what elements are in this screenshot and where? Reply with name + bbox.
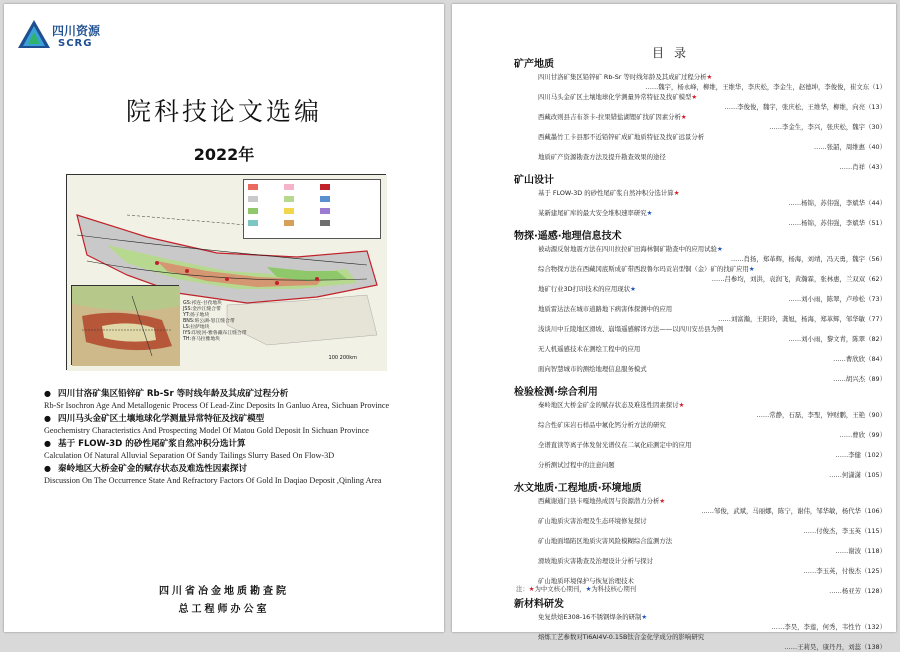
- toc-section-heading: 新材料研发: [514, 599, 564, 610]
- cover-page: [4, 4, 444, 632]
- toc-entry-title: [538, 208, 886, 218]
- inset-legend-item: BNS:班公湖-怒江缝合带: [183, 319, 235, 324]
- toc-section-heading: 检验检测·综合利用: [514, 387, 598, 398]
- toc-entry-title-text: 地矿行业3D打印技术的应用现状: [538, 285, 631, 293]
- toc-footnote: 注：★为中文核心期刊，★为科技核心期刊: [516, 585, 637, 593]
- toc-entry-title-text: 西藏墨竹工卡县那不近铅锌矿成矿地质特征及找矿远景分析: [538, 133, 705, 141]
- toc-entry-title: [538, 400, 886, 410]
- toc-entry[interactable]: [538, 364, 886, 384]
- toc-entry-title-text: 西藏谢通门县卡嘎地热成因与资源潜力分析: [538, 497, 660, 505]
- toc-entry-authors: ……曹欣欣（84）: [833, 355, 886, 363]
- toc-entry-title: [538, 284, 886, 294]
- toc-entry[interactable]: [538, 612, 886, 632]
- toc-entry-authors: ……胡兴杰（89）: [833, 375, 886, 383]
- blue-star-icon: ★: [630, 285, 636, 293]
- toc-entry-authors: ……李金生，李兴，张庆松，魏宇（30）: [769, 123, 886, 131]
- toc-entry[interactable]: [538, 400, 886, 420]
- toc-section-heading: 矿产地质: [514, 59, 554, 70]
- toc-entry-title-text: 矿山地质环境保护与恢复治理技术: [538, 577, 634, 585]
- toc-entry-authors: ……李健（102）: [835, 451, 886, 459]
- toc-entry[interactable]: [538, 536, 886, 556]
- article-title-en: Rb-Sr Isochron Age And Metallogenic Process Of Lead-Zinc Deposits In Ganluo Area, Sichuan Province: [44, 401, 390, 410]
- toc-entry-title-text: 地质矿产资源勘查方法及提升勘查效果的途径: [538, 153, 666, 161]
- toc-list: [514, 56, 886, 652]
- toc-entry-authors: ……杨亚芳（128）: [829, 587, 886, 595]
- toc-entry-title: [538, 460, 886, 470]
- toc-entry-title: [538, 264, 886, 274]
- toc-entry-title: [538, 72, 886, 82]
- toc-entry-authors: ……杨锦，苏伟强，李斌华（51）: [788, 219, 886, 227]
- toc-entry-title: [538, 188, 886, 198]
- toc-entry-authors: ……刘小雨，黎文青，陈翠（82）: [788, 335, 886, 343]
- toc-entry[interactable]: [538, 132, 886, 152]
- map-legend: [243, 179, 381, 239]
- toc-section-heading: 物探·遥感·地理信息技术: [514, 231, 622, 242]
- toc-entry-title-text: 被动源反射地震方法在四川拉拉矿田海林铜矿勘查中的应用试验: [538, 245, 717, 253]
- toc-entry[interactable]: [538, 284, 886, 304]
- toc-entry[interactable]: [538, 208, 886, 228]
- toc-entry-title: [538, 516, 886, 526]
- article-title-en: Calculation Of Natural Alluvial Separation Of Sandy Tailings Slurry Based On Flow-3D: [44, 451, 335, 460]
- toc-entry-title-text: 基于 FLOW-3D 的砂性尾矿浆自然冲积分选计算: [538, 189, 674, 197]
- toc-entry-authors: ……肖扬，郑革辉，杨海，刘靖，冯天勇，魏宇（56）: [730, 255, 886, 263]
- toc-entry-authors: ……肖祥（43）: [839, 163, 886, 171]
- toc-entry-title-text: 四川甘洛矿集区铅锌矿 Rb-Sr 等时线年龄及其成矿过程分析: [538, 73, 707, 81]
- blue-star-icon: ★: [641, 613, 648, 621]
- toc-entry-title-text: 熔炼工艺参数对Ti6Al4V-0.15B钛合金化学成分的影响研究: [538, 633, 705, 641]
- article-title-cn: ● 四川甘洛矿集区铅锌矿 Rb-Sr 等时线年龄及其成矿过程分析: [44, 388, 424, 400]
- toc-entry[interactable]: [538, 188, 886, 208]
- geologic-map: [66, 174, 386, 370]
- toc-entry-authors: ……常静，石磊，李聖，钟财鹏，王艳（90）: [756, 411, 886, 419]
- toc-entry-authors: ……李昊，李莲，何秀，韦性竹（132）: [771, 623, 886, 631]
- toc-title: 目录: [651, 46, 696, 60]
- logo-name-cn: 四川资源: [52, 24, 101, 38]
- inset-legend-item: IYS:印度河-雅鲁藏布江缝合带: [183, 331, 247, 336]
- red-star-icon: ★: [706, 73, 713, 81]
- toc-entry-title-text: 浅谈川中丘陵地区滑坡、崩塌遥感解译方法——以四川安岳县为例: [538, 325, 724, 333]
- toc-entry-title: [538, 304, 886, 314]
- toc-entry-title-text: 地质雷达法在城市道路地下病害体探测中的应用: [538, 305, 673, 313]
- red-star-icon: ★: [680, 113, 687, 121]
- toc-entry-title: [538, 244, 886, 254]
- toc-entry-title-text: 某新建尾矿库的最大安全堆积速率研究: [538, 209, 647, 217]
- toc-entry-authors: ……付俊杰，李玉英（115）: [803, 527, 886, 535]
- toc-entry[interactable]: [538, 440, 886, 460]
- article-title-cn: ● 秦岭地区大桥金矿金的赋存状态及难选性因素探讨: [44, 463, 424, 475]
- toc-entry-title-text: 四川马头金矿区土壤地球化学测量异常特征及找矿模型: [538, 93, 692, 101]
- blue-star-icon: ★: [585, 585, 592, 593]
- toc-section-heading: 矿山设计: [514, 175, 554, 186]
- inset-legend-item: YT:扬子地块: [183, 313, 210, 318]
- toc-section-heading: 水文地质·工程地质·环境地质: [514, 483, 642, 494]
- inset-legend-item: GS:祁连-甘孜地块: [183, 301, 222, 306]
- featured-articles: [44, 388, 424, 488]
- toc-entry[interactable]: [538, 244, 886, 264]
- toc-entry-title: [538, 92, 886, 102]
- toc-entry[interactable]: [538, 632, 886, 652]
- toc-entry-authors: ……曹欣（99）: [839, 431, 886, 439]
- toc-entry-title: [538, 152, 886, 162]
- toc-entry-authors: ……李俊俊，魏宇，张庆松，王维华，柳维，向亮（13）: [724, 103, 886, 111]
- cover-year: 2022年: [193, 145, 255, 164]
- toc-entry[interactable]: [538, 304, 886, 324]
- featured-article: [44, 438, 424, 461]
- toc-entry-authors: ……魏宇，杨永峰，柳维，王维华，李庆松，李金生，赵德坤，李俊俊，崔文东（1）: [645, 83, 886, 91]
- toc-entry[interactable]: [538, 344, 886, 364]
- blue-star-icon: ★: [748, 265, 755, 273]
- toc-entry-authors: ……李玉英，付俊杰（125）: [803, 567, 886, 575]
- inset-legend-item: LS:拉萨地块: [183, 325, 210, 330]
- featured-article: [44, 413, 424, 436]
- toc-entry[interactable]: [538, 496, 886, 516]
- toc-entry-title-text: 免复烘焙E308-16不锈钢焊条的研制: [538, 613, 642, 621]
- toc-entry-title-text: 矿山地面塌陷区地质灾害风险模糊综合监测方法: [538, 537, 673, 545]
- toc-entry-authors: ……邹俊，武斌，马丽娜，陈宁，谢伟，邹华敏，杨代华（106）: [701, 507, 886, 515]
- toc-entry-title-text: 无人机遥感技术在测绘工程中的应用: [538, 345, 641, 353]
- toc-entry-title: [538, 364, 886, 374]
- blue-star-icon: ★: [646, 209, 653, 217]
- red-star-icon: ★: [528, 585, 535, 593]
- toc-entry-authors: ……刘富瀚，王阳玲，龚旭，杨海，郑革辉，邹华敏（77）: [718, 315, 886, 323]
- toc-entry-authors: ……张韶，周维惠（40）: [813, 143, 886, 151]
- toc-entry-title: [538, 632, 886, 642]
- blue-star-icon: ★: [716, 245, 723, 253]
- toc-entry-title-text: 面向智慧城市的测绘地理信息服务模式: [538, 365, 647, 373]
- toc-entry-title: [538, 496, 886, 506]
- toc-entry-title: [538, 112, 886, 122]
- toc-entry-authors: ……何潇潇（105）: [829, 471, 886, 479]
- toc-entry-title: [538, 420, 886, 430]
- toc-entry-title: [538, 440, 886, 450]
- map-scale-bar: 100 200km: [328, 355, 357, 361]
- map-inset-legend: [183, 301, 275, 343]
- toc-entry[interactable]: [538, 460, 886, 480]
- cover-title: 院科技论文选编: [125, 97, 322, 126]
- toc-entry[interactable]: [538, 264, 886, 284]
- toc-entry-title: [538, 132, 886, 142]
- toc-entry-title-text: 西藏改则县吉布茶卡-拉果错盐湖锂矿找矿因素分析: [538, 113, 681, 121]
- toc-entry[interactable]: [538, 324, 886, 344]
- toc-entry-authors: ……刘小雨，陈翠，卢珍松（73）: [788, 295, 886, 303]
- featured-article: [44, 388, 424, 411]
- toc-entry-authors: ……吕参均，刘洪，袁润飞，黄瀚霖，张林惠，兰双双（62）: [711, 275, 886, 283]
- scrg-logo-icon: [18, 20, 50, 50]
- toc-entry-title-text: 秦岭地区大桥金矿金的赋存状态及难选性因素探讨: [538, 401, 679, 409]
- toc-entry-title: [538, 324, 886, 334]
- publisher-name: 四川省冶金地质勘查院: [159, 586, 289, 597]
- toc-entry[interactable]: [538, 152, 886, 172]
- toc-entry-title: [538, 556, 886, 566]
- toc-entry[interactable]: [538, 420, 886, 440]
- toc-entry-authors: ……谢波（118）: [835, 547, 886, 555]
- featured-article: [44, 463, 424, 486]
- toc-entry-title-text: 综合物探方法在西藏冈底斯成矿带西段鲁尔玛贡岩型铜（金）矿的找矿应用: [538, 265, 749, 273]
- toc-entry-title: [538, 536, 886, 546]
- toc-entry[interactable]: [538, 556, 886, 576]
- map-inset: [71, 285, 179, 365]
- red-star-icon: ★: [673, 189, 680, 197]
- toc-entry-authors: ……王莉昊，康丹丹，刘蕊（138）: [784, 643, 886, 651]
- toc-entry-title-text: 全谱直读等离子体发射光谱仪在二氧化硅测定中的应用: [538, 441, 692, 449]
- toc-entry-title-text: 滑坡地质灾害勘查及治理设计分析与探讨: [538, 557, 654, 565]
- article-title-cn: ● 基于 FLOW-3D 的砂性尾矿浆自然冲积分选计算: [44, 438, 424, 450]
- toc-entry[interactable]: [538, 516, 886, 536]
- red-star-icon: ★: [691, 93, 698, 101]
- toc-entry-title: [538, 612, 886, 622]
- toc-entry[interactable]: [538, 112, 886, 132]
- publisher-office: 总工程师办公室: [178, 604, 270, 615]
- logo-name-en: SCRG: [58, 38, 93, 49]
- toc-entry-title-text: 综合性矿床岩石样品中氟化钙分析方法的研究: [538, 421, 666, 429]
- scrg-logo: [18, 18, 101, 58]
- toc-entry[interactable]: [538, 72, 886, 92]
- article-title-cn: ● 四川马头金矿区土壤地球化学测量异常特征及找矿模型: [44, 413, 424, 425]
- article-title-en: Discussion On The Occurrence State And Refractory Factors Of Gold In Daqiao Deposit ,Qinling Area: [44, 476, 382, 485]
- inset-legend-item: TH:喜马拉雅地块: [183, 337, 220, 342]
- toc-entry[interactable]: [538, 92, 886, 112]
- article-title-en: Geochemistry Characteristics And Prospecting Model Of Matou Gold Deposit In Sichuan Province: [44, 426, 369, 435]
- inset-legend-item: JSS:金沙江缝合带: [183, 307, 221, 312]
- red-star-icon: ★: [678, 401, 685, 409]
- toc-entry-title: [538, 344, 886, 354]
- toc-page: [452, 4, 896, 651]
- red-star-icon: ★: [659, 497, 666, 505]
- toc-entry-title-text: 矿山地质灾害治理及生态环境修复探讨: [538, 517, 647, 525]
- toc-entry-title-text: 分析测试过程中的注意问题: [538, 461, 615, 469]
- toc-entry-authors: ……杨锦，苏伟强，李斌华（44）: [788, 199, 886, 207]
